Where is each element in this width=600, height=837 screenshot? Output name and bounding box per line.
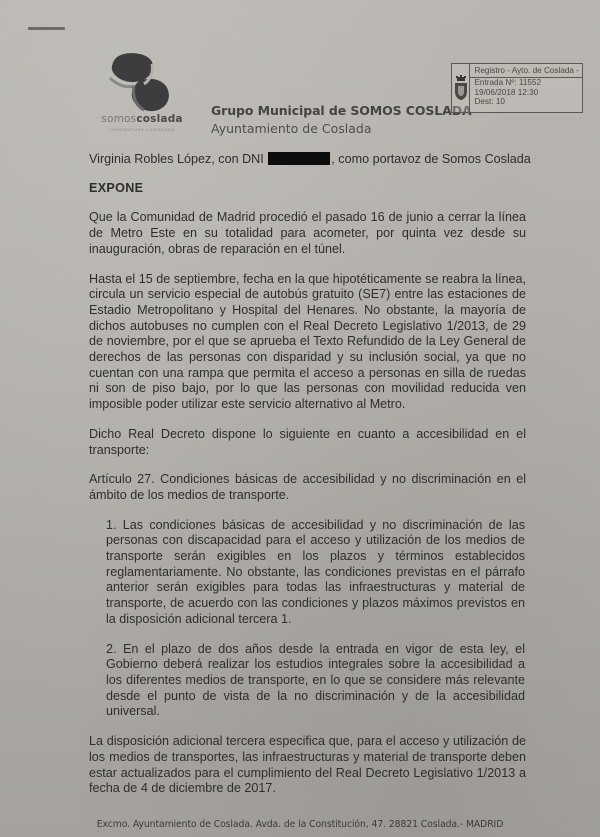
logo-wordmark: somoscoslada xyxy=(101,113,183,125)
organization-title: Grupo Municipal de SOMOS COSLADA xyxy=(211,103,472,118)
logo-tagline: CANDIDATURA CIUDADANA xyxy=(109,127,175,132)
paragraph-closing: La disposición adicional tercera especifica que, para el acceso y utilización de los medios de transportes, las infraestructuras y material de transporte deben estar actualizados para el cumplimiento del Real Decreto Legislativo 1/2013 a fecha de 4 de diciembre de 2017. xyxy=(89,734,526,796)
stamp-entry-number: Entrada Nº: 11552 xyxy=(474,78,542,87)
paragraph-article-27: Artículo 27. Condiciones básicas de accesibilidad y no discriminación en el ámbito de los medios de transporte. xyxy=(89,472,526,502)
stamp-heading: Registro - Ayto. de Coslada - xyxy=(470,64,582,78)
logo-mark-icon xyxy=(108,52,176,112)
stamp-destination: Dest: 10 xyxy=(474,97,505,107)
staple-mark xyxy=(28,27,65,30)
document-body xyxy=(89,152,531,797)
organization-heading xyxy=(211,103,472,136)
paragraph-decree-intro: Dicho Real Decreto dispone lo siguiente en cuanto a accesibilidad en el transporte: xyxy=(89,426,526,457)
intro-text: Virginia Robles López, con DNI xyxy=(89,152,264,166)
organization-subtitle: Ayuntamiento de Coslada xyxy=(211,121,372,136)
registry-stamp xyxy=(451,63,583,113)
intro-text-end: , como portavoz de Somos Coslada xyxy=(331,152,531,166)
intro-line xyxy=(89,152,531,168)
article-item-1: 1. Las condiciones básicas de accesibilidad y no discriminación de las personas con discapacidad para el acceso y utilización de los medios de transporte serán exigibles en los plazos y términos establecidos reglamentariamente. No obstante, las condiciones previstas en el párrafo anterior serán exigibles para todas las infraestructuras y material de transporte, de acuerdo con las condiciones y plazos máximos previstos en la disposición adicional tercera 1. xyxy=(106,517,525,626)
coat-of-arms-icon xyxy=(452,64,470,112)
paragraph-bus-service: Hasta el 15 de septiembre, fecha en la que hipotéticamente se reabra la línea, circula un servicio especial de autobús gratuito (SE7) entre las estaciones de Estadio Metropolitano y Hospital del Henares. No obstante, la mayoría de dichos autobuses no cumplen con el Real Decreto Legislativo 1/2013, de 29 de noviembre, por el que se aprueba el Texto Refundido de la Ley General de derechos de las personas con disparidad y su inclusión social, ya que no cuentan con una rampa que permita el acceso a personas en silla de ruedas ni son de piso bajo, por lo que las personas con movilidad reducida ven imposible poder utilizar este servicio alternativo al Metro. xyxy=(89,271,526,412)
article-item-2: 2. En el plazo de dos años desde la entrada en vigor de esta ley, el Gobierno deberá realizar los estudios integrales sobre la accesibilidad a los diferentes medios de transporte, en lo que se considere más relevante desde el punto de vista de la no discriminación y de la accesibilidad universal. xyxy=(106,641,525,719)
footer-address: Excmo. Ayuntamiento de Coslada. Avda. de la Constitución, 47. 28821 Coslada.- MADRID xyxy=(96,819,504,830)
paragraph-metro-closure: Que la Comunidad de Madrid procedió el pasado 16 de junio a cerrar la línea de Metro Este en su totalidad para acometer, por quinta vez desde su inauguración, obras de reparación en el túnel. xyxy=(89,210,526,256)
somos-coslada-logo xyxy=(96,52,186,134)
redacted-dni xyxy=(268,152,330,165)
stamp-datetime: 19/06/2018 12:30 xyxy=(474,87,539,97)
section-heading-expone: EXPONE xyxy=(89,180,144,195)
